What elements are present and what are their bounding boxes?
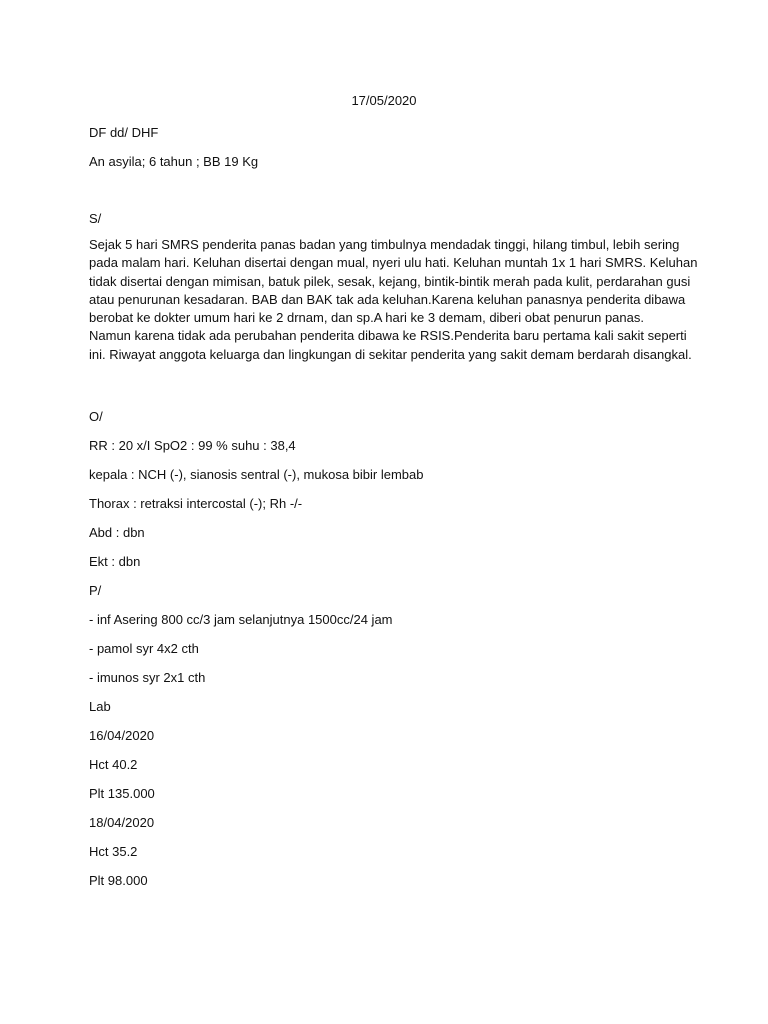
diagnosis: DF dd/ DHF: [89, 125, 159, 140]
lab-date: 18/04/2020: [89, 815, 155, 830]
subjective-line: ini. Riwayat anggota keluarga dan lingkungan di sekitar penderita yang sakit demam berdarah disangkal.: [89, 346, 692, 362]
lab-hct: Hct 40.2: [89, 757, 138, 772]
vitals: RR : 20 x/I SpO2 : 99 % suhu : 38,4: [89, 438, 296, 453]
thorax-exam: Thorax : retraksi intercostal (-); Rh -/-: [89, 496, 303, 511]
lab-plt: Plt 98.000: [89, 873, 148, 888]
lab-date: 16/04/2020: [89, 728, 155, 743]
subjective-line: atau penurunan kesadaran. BAB dan BAK tak ada keluhan.Karena keluhan panasnya penderita dibawa: [89, 291, 686, 307]
head-exam: kepala : NCH (-), sianosis sentral (-), mukosa bibir lembab: [89, 467, 424, 482]
plan-item: - inf Asering 800 cc/3 jam selanjutnya 1500cc/24 jam: [89, 612, 393, 627]
lab-hct: Hct 35.2: [89, 844, 138, 859]
plan-item: - pamol syr 4x2 cth: [89, 641, 199, 656]
subjective-line: tidak disertai dengan mimisan, batuk pilek, sesak, kejang, bintik-bintik merah pada kulit, perdarahan gusi: [89, 273, 691, 289]
subjective-line: pada malam hari. Keluhan disertai dengan mual, nyeri ulu hati. Keluhan muntah 1x 1 hari SMRS. Keluhan: [89, 255, 698, 271]
plan-heading: P/: [89, 583, 102, 598]
extremity-exam: Ekt : dbn: [89, 554, 141, 569]
subjective-line: berobat ke dokter umum hari ke 2 drnam, dan sp.A hari ke 3 demam, diberi obat penurun panas.: [89, 310, 644, 326]
patient-info: An asyila; 6 tahun ; BB 19 Kg: [89, 154, 259, 169]
lab-heading: Lab: [89, 699, 111, 714]
lab-plt: Plt 135.000: [89, 786, 155, 801]
subjective-line: Sejak 5 hari SMRS penderita panas badan yang timbulnya mendadak tinggi, hilang timbul, lebih sering: [89, 237, 680, 252]
subjective-heading: S/: [89, 211, 102, 226]
objective-heading: O/: [89, 409, 103, 424]
document-date: 17/05/2020: [351, 93, 417, 108]
subjective-line: Namun karena tidak ada perubahan penderita dibawa ke RSIS.Penderita baru pertama kali sakit seperti: [89, 328, 687, 344]
abdomen-exam: Abd : dbn: [89, 525, 145, 540]
plan-item: - imunos syr 2x1 cth: [89, 670, 206, 685]
subjective-paragraph: [89, 236, 698, 364]
